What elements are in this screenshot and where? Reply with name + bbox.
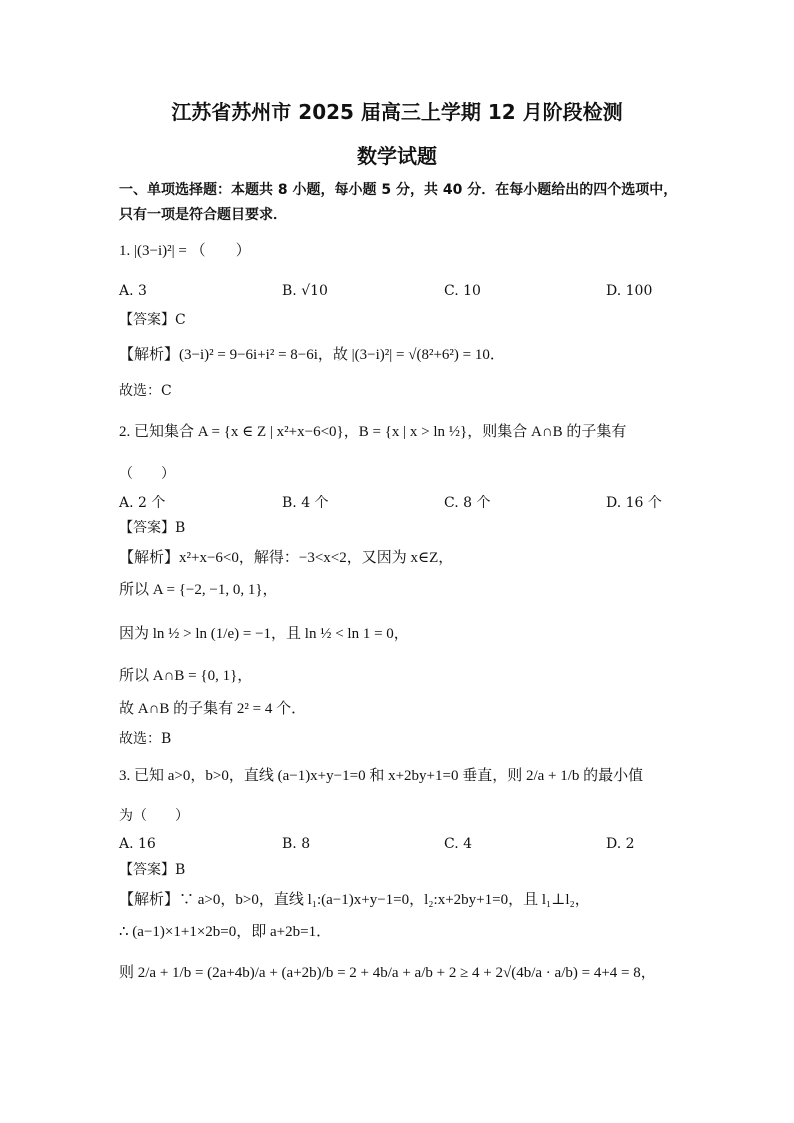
q3-analysis-line-3: 则 2/a + 1/b = (2a+4b)/a + (a+2b)/b = 2 + 4b/a + a/b + 2 ≥ 4 + 2√(4b/a · a/b) = 4+4 = 8， <box>119 965 656 981</box>
q2-option-a: A. 2 个 <box>119 495 166 511</box>
q1-option-c: C. 10 <box>444 283 481 299</box>
q2-conclusion: 故选：B <box>119 731 172 747</box>
q2-analysis-line-1: 【解析】x²+x−6<0，解得：−3<x<2，又因为 x∈Z， <box>119 550 454 566</box>
q2-stem <box>119 422 626 442</box>
q2-stem-continuation: （ ） <box>119 466 175 482</box>
q2-analysis-line-3: 因为 ln ½ > ln (1/e) = −1，且 ln ½ < ln 1 = 0， <box>119 626 409 642</box>
q3-analysis-line-2: ∴ (a−1)×1+1×2b=0，即 a+2b=1． <box>119 924 332 940</box>
q2-analysis-line-5: 故 A∩B 的子集有 2² = 4 个． <box>119 701 307 717</box>
document-subtitle: 数学试题 <box>357 144 437 168</box>
q3-option-a: A. 16 <box>119 836 156 852</box>
q3-stem-text: 已知 a>0，b>0，直线 (a−1)x+y−1=0 和 x+2by+1=0 垂直，则 2/a + 1/b 的最小值 <box>134 768 644 784</box>
q1-number: 1. <box>119 243 131 259</box>
q3-stem-continuation: 为（ ） <box>119 808 189 824</box>
q3-stem <box>119 766 643 786</box>
q1-option-d: D. 100 <box>606 283 653 299</box>
q3-analysis-line-1: 【解析】∵ a>0，b>0，直线 l₁:(a−1)x+y−1=0，l₂:x+2by+1=0，且 l₁⊥l₂， <box>119 892 590 908</box>
q2-option-c: C. 8 个 <box>444 495 491 511</box>
q3-option-d: D. 2 <box>606 836 635 852</box>
q2-number: 2. <box>119 424 131 440</box>
q2-stem-text: 已知集合 A = {x ∈ Z | x²+x−6<0}，B = {x | x > ln ½}，则集合 A∩B 的子集有 <box>134 424 627 440</box>
q2-option-b: B. 4 个 <box>282 495 329 511</box>
q2-option-d: D. 16 个 <box>606 495 662 511</box>
q1-conclusion: 故选：C <box>119 383 172 399</box>
q1-stem <box>119 241 251 261</box>
section-heading-line-1: 一、单项选择题：本题共 8 小题，每小题 5 分，共 40 分．在每小题给出的四个选项中， <box>119 182 678 198</box>
section-heading-line-2: 只有一项是符合题目要求． <box>119 207 287 223</box>
q1-option-a: A. 3 <box>119 283 147 299</box>
q3-option-b: B. 8 <box>282 836 311 852</box>
q1-analysis-line: 【解析】(3−i)² = 9−6i+i² = 8−6i，故 |(3−i)²| = √(8²+6²) = 10． <box>119 347 505 363</box>
q3-option-c: C. 4 <box>444 836 473 852</box>
q2-analysis-line-2: 所以 A = {−2, −1, 0, 1}， <box>119 582 278 598</box>
q1-option-b: B. √10 <box>282 283 328 299</box>
q2-analysis-line-4: 所以 A∩B = {0, 1}， <box>119 668 253 684</box>
document-title: 江苏省苏州市 2025 届高三上学期 12 月阶段检测 <box>171 100 623 124</box>
q1-answer: 【答案】C <box>119 312 186 328</box>
q3-number: 3. <box>119 768 131 784</box>
q1-stem-text: |(3−i)²| = （ ） <box>134 243 251 259</box>
q2-answer: 【答案】B <box>119 520 186 536</box>
q3-answer: 【答案】B <box>119 862 186 878</box>
